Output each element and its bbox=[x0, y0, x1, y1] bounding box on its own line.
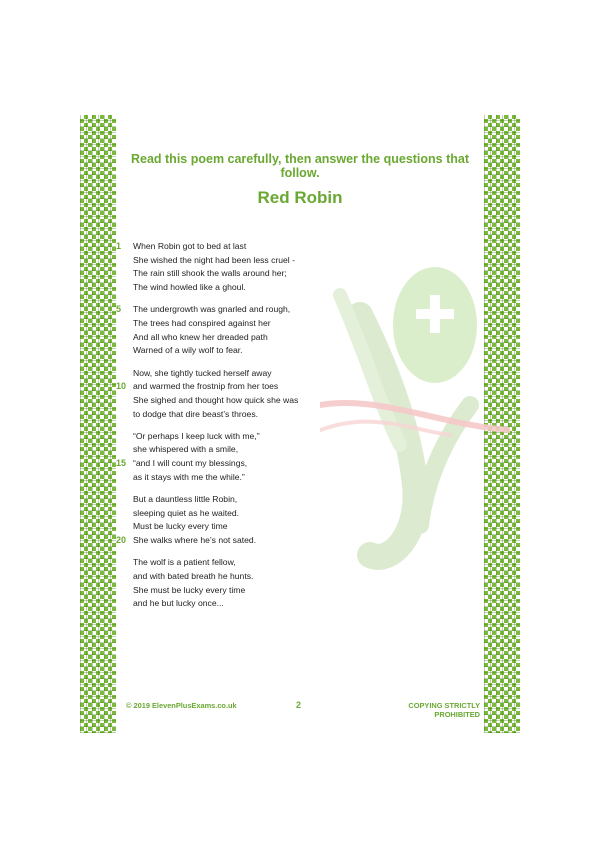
poem-title: Red Robin bbox=[257, 188, 343, 207]
line-text: Warned of a wily wolf to fear. bbox=[133, 345, 243, 356]
footer-notice: COPYING STRICTLY PROHIBITED bbox=[408, 701, 480, 719]
line-number: 1 bbox=[116, 241, 122, 251]
line-text: She wished the night had been less cruel - bbox=[133, 254, 295, 265]
poem-line bbox=[116, 443, 416, 457]
line-text: She walks where he’s not sated. bbox=[133, 535, 257, 546]
poem-line bbox=[116, 430, 416, 444]
line-text: She sighed and thought how quick she was bbox=[133, 394, 299, 405]
poem-line bbox=[116, 520, 416, 534]
poem-line bbox=[116, 240, 416, 254]
line-text: Now, she tightly tucked herself away bbox=[133, 367, 272, 378]
poem-line bbox=[116, 493, 416, 507]
poem-line bbox=[116, 471, 416, 485]
poem-line bbox=[116, 457, 416, 471]
poem-body bbox=[116, 240, 416, 620]
instruction-text: Read this poem carefully, then answer the questions that follow. bbox=[130, 152, 470, 180]
poem-line bbox=[116, 281, 416, 295]
page-number: 2 bbox=[296, 700, 302, 710]
line-text: The rain still shook the walls around her; bbox=[133, 268, 287, 279]
line-text: and with bated breath he hunts. bbox=[133, 570, 254, 581]
line-text: and warmed the frostnip from her toes bbox=[133, 381, 279, 392]
poem-line bbox=[116, 507, 416, 521]
line-text: to dodge that dire beast’s throes. bbox=[133, 408, 259, 419]
checkered-border-left bbox=[80, 115, 116, 733]
line-text: The undergrowth was gnarled and rough, bbox=[133, 304, 291, 315]
poem-line bbox=[116, 394, 416, 408]
poem-line bbox=[116, 380, 416, 394]
stanza bbox=[116, 367, 416, 422]
line-text: The trees had conspired against her bbox=[133, 317, 271, 328]
line-number: 15 bbox=[116, 458, 127, 469]
stanza bbox=[116, 493, 416, 548]
poem-line bbox=[116, 556, 416, 570]
poem-line bbox=[116, 534, 416, 548]
stanza bbox=[116, 430, 416, 485]
line-text: But a dauntless little Robin, bbox=[133, 494, 238, 504]
poem-line bbox=[116, 367, 416, 381]
line-text: Must be lucky every time bbox=[133, 521, 228, 532]
line-text: “Or perhaps I keep luck with me,” bbox=[133, 430, 260, 441]
poem-line bbox=[116, 254, 416, 268]
line-number: 20 bbox=[116, 535, 127, 546]
line-text: And all who knew her dreaded path bbox=[133, 331, 268, 342]
poem-line bbox=[116, 408, 416, 422]
poem-line bbox=[116, 584, 416, 598]
line-text: When Robin got to bed at last bbox=[133, 241, 247, 251]
poem-line bbox=[116, 303, 416, 317]
poem-line bbox=[116, 317, 416, 331]
line-text: and he but lucky once... bbox=[133, 598, 224, 609]
poem-line bbox=[116, 267, 416, 281]
stanza bbox=[116, 303, 416, 358]
poem-line bbox=[116, 331, 416, 345]
footer-copyright: © 2019 ElevenPlusExams.co.uk bbox=[126, 701, 237, 710]
line-number: 10 bbox=[116, 381, 127, 392]
poem-line bbox=[116, 570, 416, 584]
poem-line bbox=[116, 344, 416, 358]
line-text: “and I will count my blessings, bbox=[133, 458, 248, 469]
stanza bbox=[116, 556, 416, 611]
line-text: The wolf is a patient fellow, bbox=[133, 557, 236, 568]
line-text: she whispered with a smile, bbox=[133, 444, 239, 455]
line-text: as it stays with me the while.” bbox=[133, 471, 245, 482]
line-text: She must be lucky every time bbox=[133, 584, 246, 595]
line-text: The wind howled like a ghoul. bbox=[133, 282, 246, 293]
line-number: 5 bbox=[116, 304, 122, 315]
line-text: sleeping quiet as he waited. bbox=[133, 507, 240, 518]
stanza bbox=[116, 240, 416, 295]
poem-line bbox=[116, 597, 416, 611]
